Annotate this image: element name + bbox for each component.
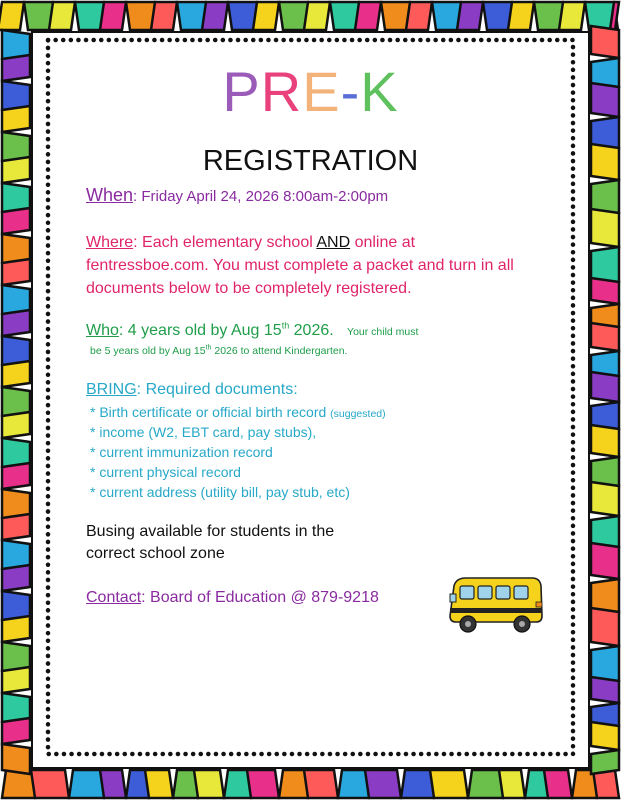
where-line-3: documents below to be completely registered. bbox=[86, 280, 412, 297]
who-text-b: 2026. bbox=[289, 322, 334, 339]
bring-label: BRING bbox=[86, 381, 137, 398]
title-letter: K bbox=[360, 60, 399, 123]
who-note-2b: 2026 to attend Kindergarten. bbox=[211, 345, 348, 357]
when-label: When bbox=[86, 185, 134, 205]
school-bus-icon bbox=[446, 574, 546, 636]
who-sup: th bbox=[281, 320, 290, 331]
contact-line bbox=[86, 587, 379, 609]
busing-line-1: Busing available for students in the bbox=[86, 523, 335, 540]
bring-line bbox=[86, 379, 298, 401]
bring-item-text: * Birth certificate or official birth record bbox=[90, 404, 331, 420]
where-line-2: fentressboe.com. You must complete a packet and turn in all bbox=[86, 257, 514, 274]
title-letter: - bbox=[340, 60, 361, 123]
who-text-a: : 4 years old by Aug 15 bbox=[118, 322, 282, 339]
contact-text: : Board of Education @ 879-9218 bbox=[141, 589, 379, 606]
contact-label: Contact bbox=[86, 589, 142, 606]
where-text-b: online at bbox=[350, 234, 416, 251]
busing-line-2: correct school zone bbox=[86, 545, 225, 562]
title-letter: E bbox=[302, 60, 341, 123]
bring-item: * current immunization record bbox=[90, 444, 273, 460]
bring-text: : Required documents: bbox=[136, 381, 298, 398]
bring-item: * current address (utility bill, pay stub, etc) bbox=[90, 484, 350, 500]
where-and: AND bbox=[316, 234, 351, 251]
who-line-2 bbox=[90, 340, 347, 362]
where-line-1 bbox=[86, 232, 415, 254]
who-label: Who bbox=[86, 322, 119, 339]
who-note: Your child must bbox=[347, 326, 419, 338]
title-letter: P bbox=[222, 60, 261, 123]
when-line bbox=[86, 184, 388, 208]
page-title bbox=[0, 62, 621, 122]
where-label: Where bbox=[86, 234, 134, 251]
bring-item-note: (suggested) bbox=[330, 408, 386, 420]
title-letter: R bbox=[260, 60, 303, 123]
when-text: : Friday April 24, 2026 8:00am-2:00pm bbox=[133, 188, 389, 205]
bring-item: * current physical record bbox=[90, 464, 241, 480]
bring-item: * income (W2, EBT card, pay stubs), bbox=[90, 424, 317, 440]
who-sup-2: th bbox=[205, 344, 212, 352]
who-note-2a: be 5 years old by Aug 15 bbox=[90, 345, 206, 357]
page-subtitle: REGISTRATION bbox=[202, 145, 419, 177]
where-text-a: : Each elementary school bbox=[133, 234, 317, 251]
